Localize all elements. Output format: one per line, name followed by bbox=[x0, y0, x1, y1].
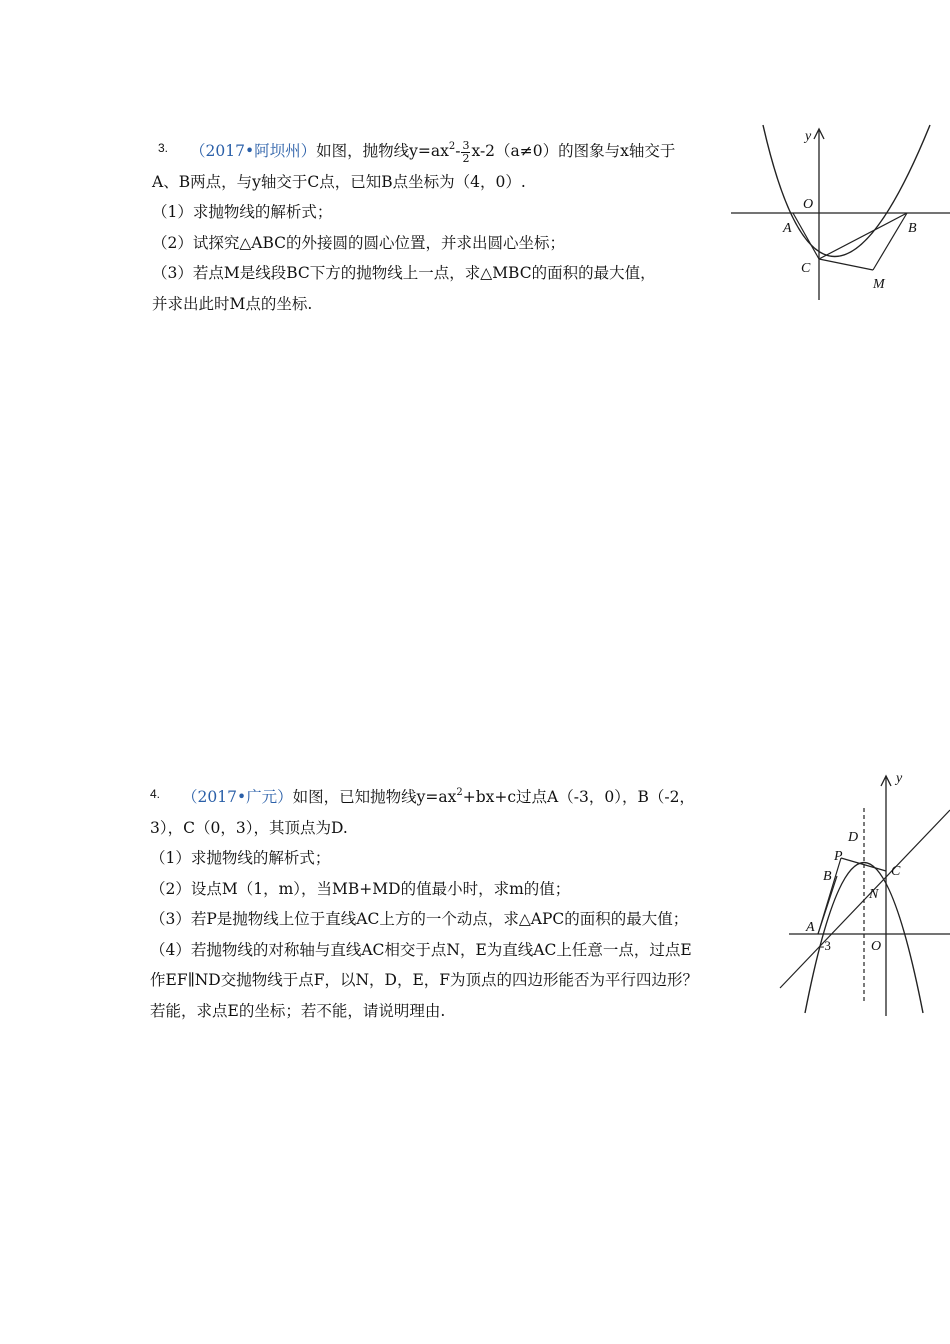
fraction-denominator: 2 bbox=[462, 151, 470, 165]
label-y: y bbox=[805, 129, 812, 144]
problem-4-figure bbox=[775, 768, 950, 1020]
label-minus3: -3 bbox=[820, 938, 831, 953]
label-m: M bbox=[873, 277, 885, 292]
problem-intro: 如图，抛物线y=ax bbox=[316, 142, 449, 160]
problem-4-line-2: 3），C（0，3），其顶点为D. bbox=[150, 818, 348, 837]
problem-3 bbox=[152, 133, 675, 319]
minus-sign: - bbox=[455, 142, 461, 160]
fraction bbox=[461, 140, 470, 165]
label-o: O bbox=[871, 939, 882, 954]
label-n: N bbox=[869, 887, 879, 902]
problem-intro-rest: +bx+c过点A（-3，0），B（-2， bbox=[462, 788, 695, 806]
label-b: B bbox=[908, 221, 917, 236]
label-p: P bbox=[834, 849, 843, 864]
problem-4-line-1 bbox=[150, 779, 698, 813]
question-3b: 并求出此时M点的坐标. bbox=[152, 294, 313, 313]
label-c: C bbox=[801, 261, 811, 276]
question-1: （1）求抛物线的解析式； bbox=[152, 203, 333, 221]
problem-number: 4. bbox=[150, 787, 161, 801]
problem-intro: 如图，已知抛物线y=ax bbox=[292, 788, 457, 806]
line-ac bbox=[780, 810, 950, 988]
label-d: D bbox=[848, 830, 859, 845]
segment-ac bbox=[793, 213, 819, 259]
exponent: 2 bbox=[448, 141, 456, 152]
label-c: C bbox=[891, 864, 901, 879]
label-b: B bbox=[823, 869, 832, 884]
label-a: A bbox=[783, 221, 792, 236]
label-y: y bbox=[896, 771, 903, 786]
fraction-numerator: 3 bbox=[462, 138, 470, 152]
exponent: 2 bbox=[456, 787, 463, 798]
problem-number: 3. bbox=[158, 141, 169, 155]
problem-3-line-2: A、B两点，与y轴交于C点，已知B点坐标为（4，0）. bbox=[152, 172, 526, 191]
problem-3-figure bbox=[725, 120, 950, 305]
question-2: （2）试探究△ABC的外接圆的圆心位置，并求出圆心坐标； bbox=[152, 233, 566, 252]
parabola bbox=[763, 125, 930, 257]
segment-cm bbox=[819, 259, 873, 270]
problem-source: （2017•阿坝州） bbox=[190, 142, 317, 160]
question-2: （2）设点M（1，m），当MB+MD的值最小时，求m的值； bbox=[150, 879, 571, 898]
problem-3-line-1 bbox=[158, 133, 675, 167]
question-4c: 若能，求点E的坐标；若不能，请说明理由. bbox=[150, 1001, 446, 1020]
problem-intro-rest: x-2（a≠0）的图象与x轴交于 bbox=[471, 142, 676, 160]
problem-4 bbox=[150, 779, 698, 1026]
question-4b: 作EF∥ND交抛物线于点F，以N，D，E，F为顶点的四边形能否为平行四边形？ bbox=[150, 971, 699, 989]
question-3: （3）若P是抛物线上位于直线AC上方的一个动点，求△APC的面积的最大值； bbox=[150, 910, 689, 928]
label-a: A bbox=[806, 920, 815, 935]
label-o: O bbox=[803, 197, 814, 212]
segment-ab bbox=[818, 876, 837, 934]
question-4a: （4）若抛物线的对称轴与直线AC相交于点N，E为直线AC上任意一点，过点E bbox=[150, 940, 692, 959]
question-1: （1）求抛物线的解析式； bbox=[150, 849, 331, 867]
question-3a: （3）若点M是线段BC下方的抛物线上一点，求△MBC的面积的最大值， bbox=[152, 264, 656, 282]
problem-source: （2017•广元） bbox=[182, 788, 293, 806]
